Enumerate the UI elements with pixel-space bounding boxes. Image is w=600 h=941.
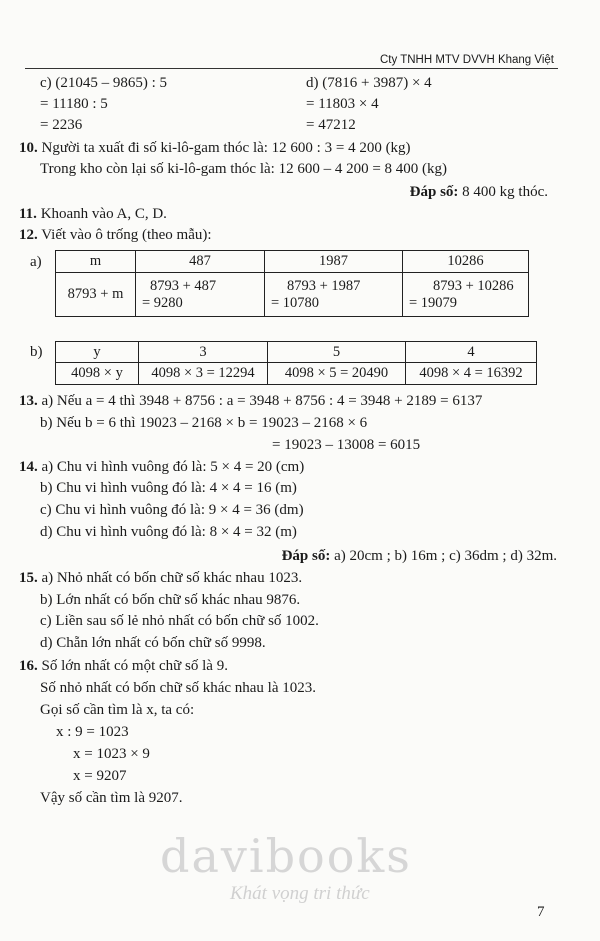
table-a-cell-2-result: = 10780	[271, 294, 320, 311]
ex9-c-line1: c) (21045 – 9865) : 5	[40, 75, 168, 91]
table-a-header-10286: 10286	[403, 251, 529, 273]
ex11-text: Khoanh vào A, C, D.	[40, 206, 167, 222]
ex12-text: Viết vào ô trống (theo mẫu):	[41, 227, 212, 243]
watermark-brand: davibooks	[160, 829, 412, 883]
ex16-line2: Số nhỏ nhất có bốn chữ số khác nhau là 1023.	[40, 680, 316, 696]
ex10-line1: Người ta xuất đi số ki-lô-gam thóc là: 12 600 : 3 = 4 200 (kg)	[41, 140, 411, 156]
ex16-line3: Gọi số cần tìm là x, ta có:	[40, 702, 195, 718]
ex10-item	[19, 139, 411, 157]
table-a-cell-1-result: = 9280	[142, 294, 183, 311]
page-number: 7	[537, 904, 545, 920]
table-a-cell-1	[136, 273, 265, 317]
table-b-cell-1: 4098 × 3 = 12294	[139, 363, 268, 385]
ex12-item	[19, 226, 212, 244]
ex9-d-line1: d) (7816 + 3987) × 4	[306, 75, 432, 91]
table-b	[55, 341, 537, 385]
header-rule	[25, 68, 558, 69]
ex15-part-d: d) Chẵn lớn nhất có bốn chữ số 9998.	[40, 635, 266, 651]
table-b-row-label: 4098 × y	[56, 363, 139, 385]
ex14-answer-value: a) 20cm ; b) 16m ; c) 36dm ; d) 32m.	[334, 548, 557, 564]
ex16-equation3: x = 9207	[73, 768, 127, 784]
ex14-answer	[282, 547, 557, 565]
table-a-cell-2	[265, 273, 403, 317]
ex10-answer-label: Đáp số:	[409, 184, 459, 200]
ex15-part-b: b) Lớn nhất có bốn chữ số khác nhau 9876.	[40, 592, 301, 608]
ex14-part-a: a) Chu vi hình vuông đó là: 5 × 4 = 20 (cm)	[41, 459, 305, 475]
table-a-row-label: 8793 + m	[56, 273, 136, 317]
ex14-item	[19, 458, 304, 476]
table-b-header-5: 5	[268, 342, 406, 363]
publisher-header: Cty TNHH MTV DVVH Khang Việt	[379, 54, 554, 66]
ex15-item	[19, 569, 302, 587]
ex15-part-c: c) Liền sau số lẻ nhỏ nhất có bốn chữ số 1002.	[40, 613, 319, 629]
table-a-cell-2-expr: 8793 + 1987	[287, 277, 361, 294]
ex14-answer-label: Đáp số:	[281, 548, 331, 564]
ex9-c-line2: = 11180 : 5	[40, 96, 108, 112]
ex13-part-b-line2: = 19023 – 13008 = 6015	[272, 437, 421, 453]
ex14-part-c: c) Chu vi hình vuông đó là: 9 × 4 = 36 (dm)	[40, 502, 304, 518]
ex14-part-b: b) Chu vi hình vuông đó là: 4 × 4 = 16 (m)	[40, 480, 297, 496]
table-a-cell-3-expr: 8793 + 10286	[433, 277, 514, 294]
ex9-c-line3: = 2236	[40, 117, 83, 133]
ex15-number: 15.	[19, 570, 38, 586]
ex11-item	[19, 205, 167, 223]
table-a-cell-3	[403, 273, 529, 317]
ex14-number: 14.	[19, 459, 38, 475]
table-b-cell-2: 4098 × 5 = 20490	[268, 363, 406, 385]
table-a-cell-1-expr: 8793 + 487	[150, 277, 217, 294]
ex16-item	[19, 657, 228, 675]
ex13-item	[19, 392, 482, 410]
table-a-header-m: m	[56, 251, 136, 273]
ex16-equation2: x = 1023 × 9	[73, 746, 150, 762]
ex10-line2: Trong kho còn lại số ki-lô-gam thóc là: 12 600 – 4 200 = 8 400 (kg)	[40, 161, 448, 177]
table-a-header-1987: 1987	[265, 251, 403, 273]
table-a-header-487: 487	[136, 251, 265, 273]
ex10-number: 10.	[19, 140, 38, 156]
ex16-equation1: x : 9 = 1023	[56, 724, 129, 740]
ex14-part-d: d) Chu vi hình vuông đó là: 8 × 4 = 32 (m)	[40, 524, 297, 540]
ex10-answer-value: 8 400 kg thóc.	[462, 184, 548, 200]
ex16-conclusion: Vậy số cần tìm là 9207.	[40, 790, 183, 806]
ex11-number: 11.	[19, 206, 37, 222]
table-b-header-4: 4	[406, 342, 537, 363]
ex13-number: 13.	[19, 393, 38, 409]
ex10-answer	[410, 183, 548, 201]
ex9-d-line2: = 11803 × 4	[306, 96, 379, 112]
table-b-header-3: 3	[139, 342, 268, 363]
ex9-d-line3: = 47212	[306, 117, 356, 133]
ex15-part-a: a) Nhỏ nhất có bốn chữ số khác nhau 1023.	[41, 570, 303, 586]
watermark-slogan: Khát vọng tri thức	[230, 883, 370, 904]
ex16-line1: Số lớn nhất có một chữ số là 9.	[41, 658, 228, 674]
ex12-b-label: b)	[30, 344, 43, 360]
ex13-part-a: a) Nếu a = 4 thì 3948 + 8756 : a = 3948 + 8756 : 4 = 3948 + 2189 = 6137	[41, 393, 483, 409]
table-a	[55, 250, 529, 317]
table-b-header-y: y	[56, 342, 139, 363]
ex16-number: 16.	[19, 658, 38, 674]
ex12-a-label: a)	[30, 254, 42, 270]
table-a-cell-3-result: = 19079	[409, 294, 458, 311]
table-b-cell-3: 4098 × 4 = 16392	[406, 363, 537, 385]
ex13-part-b-line1: b) Nếu b = 6 thì 19023 – 2168 × b = 19023 – 2168 × 6	[40, 415, 368, 431]
ex12-number: 12.	[19, 227, 38, 243]
